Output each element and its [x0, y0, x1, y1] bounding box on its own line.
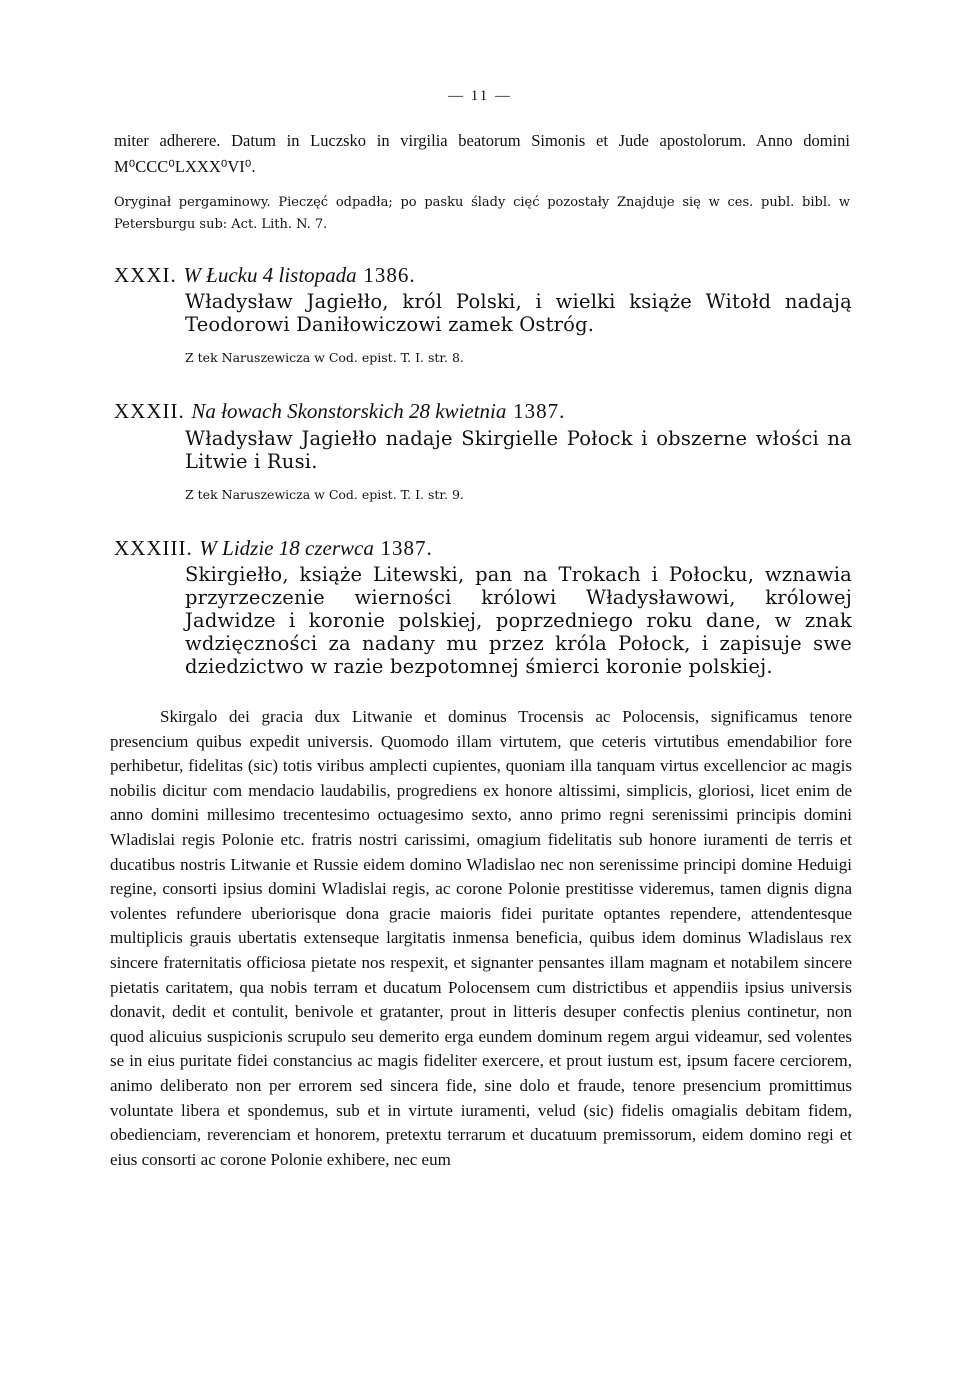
doc32-number: XXXII. [114, 399, 185, 423]
doc32-source: Z tek Naruszewicza w Cod. epist. T. I. str. 9. [185, 487, 464, 502]
doc32-heading [114, 398, 854, 424]
doc31-place-date: W Łucku 4 listopada [183, 263, 357, 287]
doc32-summary: Władysław Jagiełło nadaje Skirgielle Połock i obszerne włości na Litwie i Rusi. [185, 427, 852, 473]
doc33-heading [114, 535, 854, 561]
page-number: — 11 — [448, 88, 512, 104]
doc31-source: Z tek Naruszewicza w Cod. epist. T. I. str. 8. [185, 350, 464, 365]
doc33-latin-text-block [110, 705, 852, 1172]
doc31-summary: Władysław Jagiełło, król Polski, i wielki książe Witołd nadają Teodorowi Daniłowiczowi zamek Ostróg. [185, 290, 852, 336]
doc33-number: XXXIII. [114, 536, 193, 560]
doc31-number: XXXI. [114, 263, 177, 287]
doc33-summary: Skirgiełło, książe Litewski, pan na Trokach i Połocku, wznawia przyrzeczenie wierności królowi Władysławowi, królowej Jadwidze i koronie polskiej, poprzedniego roku dane, w znak wdzięczności za nadany mu przez króla Połock, i zapisuje swe dziedzictwo w razie bezpotomnej śmierci koronie polskiej. [185, 563, 852, 678]
doc31-year: 1386. [363, 263, 416, 287]
doc33-latin-text: Skirgalo dei gracia dux Litwanie et dominus Trocensis ac Polocensis, significamus tenore presencium quibus expedit universis. Quomodo illam virtutem, que ceteris virtutibus emendabilior fore perhibetur, fidelitas (sic) totis viribus amplecti cupientes, quoniam illa tanquam virtus excellencior ac magis nobilis dicitur com mendacio laudabilis, progrediens ex honore altissimi, simplicis, gloriosi, licet enim de anno domini millesimo trecentesimo octuagesimo sexto, anno primo regni serenissimi principis domini Wladislai regis Polonie etc. fratris nostri carissimi, omagium fidelitatis sub honore iuramenti de terris et ducatibus nostris Litwanie et Russie eidem domino Wladislao nec non serenissime principi domine Heduigi regine, consorti ipsius domini Wladislai regis, ac corone Polonie prestitisse videremus, tamen dignis digna volentes refundere uberiorisque dona gracie maioris fidei puritate optantes rependere, attendentesque multiplicis grauis ubertatis extenseque largitatis inmensa beneficia, quibus idem dominus Wladislaus rex sincere fraternitatis officiosa pietate nos respexit, et signanter pensantes illam magnam et notabilem sincere pietatis caritatem, qua nobis terram et ducatum Polocensem cum districtibus et appendiis ipsius universis donavit, dedit et contulit, benivole et gratanter, prout in litteris desuper confectis plenius continetur, non quod alicuius suspicionis scrupulo seu demerito erga eundem dominum regem argui videamur, sed volentes se in eius puritate fidei constancius ac magis fideliter exercere, et prout iustum est, ipsum facere cerciorem, animo deliberato non per errorem sed sincera fide, sine dolo et fraude, tenore presencium promittimus voluntate libera et spondemus, sub et in virtute iuramenti, velud (sic) fidelis omagialis debitam fidem, obedienciam, reverenciam et honorem, pretextu terrarum et ducatuum premissorum, eidem domino regi et eius consorti ac corone Polonie exhibere, nec eum [110, 707, 852, 1169]
doc32-place-date: Na łowach Skonstorskich 28 kwietnia [191, 399, 507, 423]
previous-document-text: miter adherere. Datum in Luczsko in virgilia beatorum Simonis et Jude apostolorum. Anno domini M⁰CCC⁰LXXX⁰VI⁰. [114, 131, 850, 176]
previous-document-ending [114, 128, 850, 180]
doc32-year: 1387. [513, 399, 566, 423]
doc31-heading [114, 262, 854, 288]
doc33-place-date: W Lidzie 18 czerwca [199, 536, 374, 560]
doc33-year: 1387. [380, 536, 433, 560]
previous-document-note: Oryginał pergaminowy. Pieczęć odpadła; po pasku ślady cięć pozostały Znajduje się w ces. publ. bibl. w Petersburgu sub: Act. Lith. N. 7. [114, 195, 850, 232]
previous-document-note-block [114, 192, 850, 236]
